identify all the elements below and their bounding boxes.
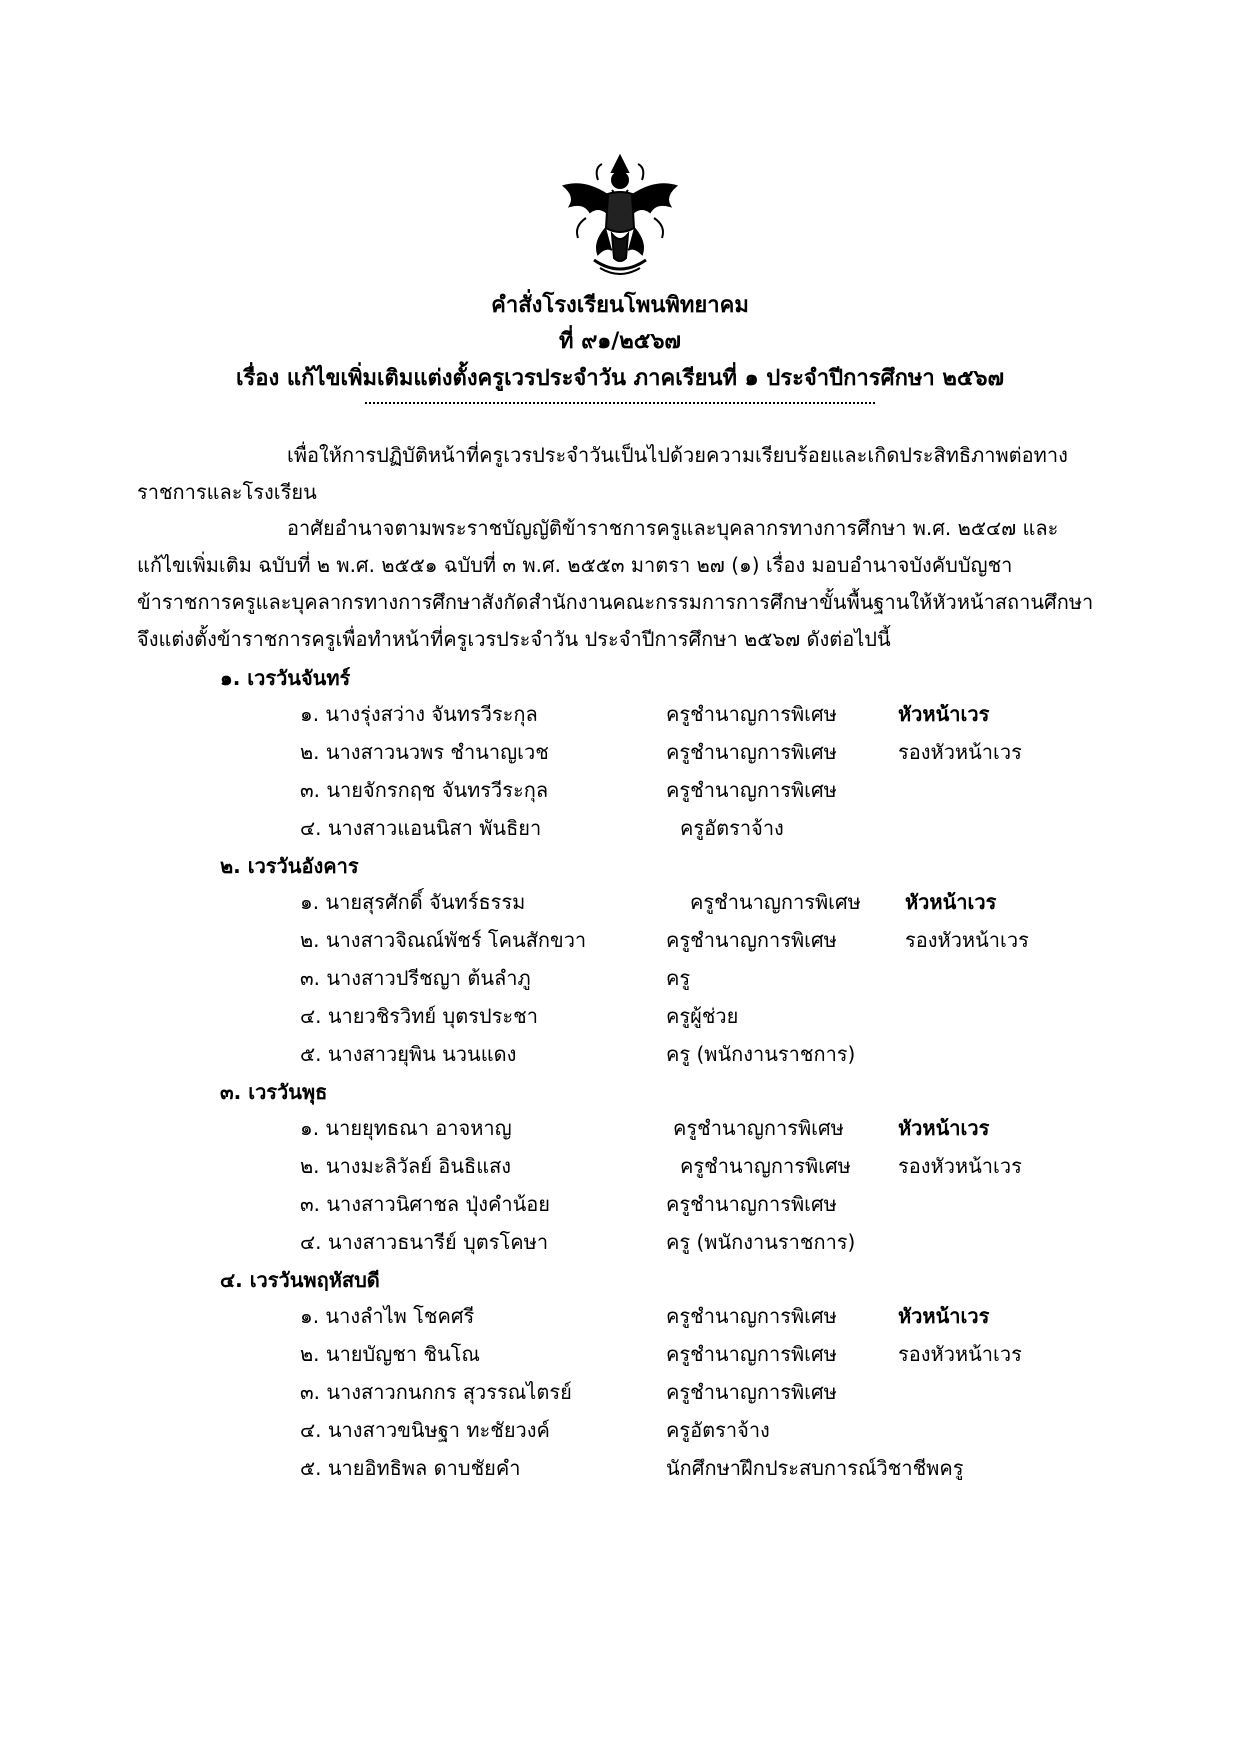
member-role: หัวหน้าเวร xyxy=(898,1304,990,1328)
member-role: รองหัวหน้าเวร xyxy=(898,1342,1022,1366)
list-item xyxy=(0,1112,1240,1148)
member-position: ครูชำนาญการพิเศษ xyxy=(666,778,837,802)
member-role: รองหัวหน้าเวร xyxy=(898,740,1022,764)
member-position: ครูอัตราจ้าง xyxy=(680,816,784,840)
dotted-separator xyxy=(365,402,875,404)
list-item xyxy=(0,1414,1240,1450)
list-item xyxy=(0,774,1240,810)
list-item xyxy=(0,1038,1240,1074)
document-number: ที่ ๙๑/๒๕๖๗ xyxy=(559,329,681,354)
member-name: ๓. นางสาวกนกกร สุวรรณไตรย์ xyxy=(300,1380,572,1404)
member-name: ๑. นายยุทธณา อาจหาญ xyxy=(300,1116,512,1140)
member-position: ครูชำนาญการพิเศษ xyxy=(690,890,861,914)
paragraph-authority-text: อาศัยอำนาจตามพระราชบัญญัติข้าราชการครูและบุคลากรทางการศึกษา พ.ศ. ๒๕๔๗ และแก้ไขเพิ่มเติม ฉบับที่ ๒ พ.ศ. ๒๕๕๑ ฉบับที่ ๓ พ.ศ. ๒๕๕๓ มาตรา ๒๗ (๑) เรื่อง มอบอำนาจบังคับบัญชาข้าราชการครูและบุคลากรทางการศึกษาสังกัดสำนักงานคณะกรรมการการศึกษาขั้นพื้นฐานให้หัวหน้าสถานศึกษา จึงแต่งตั้งข้าราชการครูเพื่อทำหน้าที่ครูเวรประจำวัน ประจำปีการศึกษา ๒๕๖๗ ดังต่อไปนี้ xyxy=(137,516,1094,651)
list-item xyxy=(0,1338,1240,1374)
member-position: ครูชำนาญการพิเศษ xyxy=(680,1154,851,1178)
document-subject: เรื่อง แก้ไขเพิ่มเติมแต่งตั้งครูเวรประจำวัน ภาคเรียนที่ ๑ ประจำปีการศึกษา ๒๕๖๗ xyxy=(235,366,1005,391)
member-role: หัวหน้าเวร xyxy=(898,702,990,726)
list-item xyxy=(0,1376,1240,1412)
list-item xyxy=(0,924,1240,960)
list-item xyxy=(0,812,1240,848)
member-position: ครูชำนาญการพิเศษ xyxy=(666,702,837,726)
member-position: นักศึกษาฝึกประสบการณ์วิชาชีพครู xyxy=(666,1456,964,1480)
list-item xyxy=(0,736,1240,772)
member-position: ครูชำนาญการพิเศษ xyxy=(666,740,837,764)
list-item xyxy=(0,1300,1240,1336)
member-position: ครูชำนาญการพิเศษ xyxy=(666,1192,837,1216)
member-name: ๒. นางสาวนวพร ชำนาญเวช xyxy=(300,740,549,764)
member-name: ๔. นางสาวธนารีย์ บุตรโคษา xyxy=(300,1230,549,1254)
member-position: ครูชำนาญการพิเศษ xyxy=(666,928,837,952)
member-role: หัวหน้าเวร xyxy=(905,890,997,914)
member-role: หัวหน้าเวร xyxy=(898,1116,990,1140)
section-title-monday: ๑. เวรวันจันทร์ xyxy=(220,666,351,690)
member-role: รองหัวหน้าเวร xyxy=(905,928,1029,952)
member-name: ๑. นางลำไพ โชคศรี xyxy=(300,1304,475,1328)
member-name: ๑. นางรุ่งสว่าง จันทรวีระกุล xyxy=(300,702,538,726)
member-position: ครูชำนาญการพิเศษ xyxy=(673,1116,844,1140)
member-name: ๓. นายจักรกฤช จันทรวีระกุล xyxy=(300,778,549,802)
section-title-wednesday: ๓. เวรวันพุธ xyxy=(220,1080,328,1104)
list-item xyxy=(0,1452,1240,1488)
section-title-tuesday: ๒. เวรวันอังคาร xyxy=(220,854,359,878)
member-name: ๔. นางสาวแอนนิสา พันธิยา xyxy=(300,816,542,840)
list-item xyxy=(0,962,1240,998)
list-item xyxy=(0,1188,1240,1224)
member-name: ๒. นางมะลิวัลย์ อินธิแสง xyxy=(300,1154,512,1178)
list-item xyxy=(0,1150,1240,1186)
member-position: ครู (พนักงานราชการ) xyxy=(666,1042,856,1066)
list-item xyxy=(0,886,1240,922)
document-title: คำสั่งโรงเรียนโพนพิทยาคม xyxy=(491,293,749,318)
member-name: ๒. นายบัญชา ชินโณ xyxy=(300,1342,480,1366)
member-name: ๓. นางสาวนิศาชล ปุ่งคำน้อย xyxy=(300,1192,550,1216)
member-role: รองหัวหน้าเวร xyxy=(898,1154,1022,1178)
member-name: ๔. นายวชิรวิทย์ บุตรประชา xyxy=(300,1004,538,1028)
member-name: ๔. นางสาวขนิษฐา ทะชัยวงค์ xyxy=(300,1418,550,1442)
member-position: ครูชำนาญการพิเศษ xyxy=(666,1342,837,1366)
list-item xyxy=(0,1226,1240,1262)
list-item xyxy=(0,1000,1240,1036)
member-position: ครูผู้ช่วย xyxy=(666,1004,739,1028)
member-position: ครูอัตราจ้าง xyxy=(666,1418,770,1442)
paragraph-authority xyxy=(137,510,1097,658)
member-name: ๒. นางสาวจิณณ์พัชร์ โคนสักขวา xyxy=(300,928,587,952)
member-position: ครู (พนักงานราชการ) xyxy=(666,1230,856,1254)
member-name: ๑. นายสุรศักดิ์ จันทร์ธรรม xyxy=(300,890,526,914)
paragraph-purpose xyxy=(137,437,1097,511)
member-position: ครู xyxy=(666,966,691,990)
member-position: ครูชำนาญการพิเศษ xyxy=(666,1304,837,1328)
list-item xyxy=(0,698,1240,734)
member-name: ๓. นางสาวปรีชญา ต้นลำภู xyxy=(300,966,531,990)
paragraph-purpose-text: เพื่อให้การปฏิบัติหน้าที่ครูเวรประจำวันเป็นไปด้วยความเรียบร้อยและเกิดประสิทธิภาพต่อทางราชการและโรงเรียน xyxy=(137,443,1068,504)
garuda-emblem-icon xyxy=(554,150,686,282)
member-name: ๕. นายอิทธิพล ดาบชัยคำ xyxy=(300,1456,521,1480)
section-title-thursday: ๔. เวรวันพฤหัสบดี xyxy=(220,1268,380,1292)
member-name: ๕. นางสาวยุพิน นวนแดง xyxy=(300,1042,517,1066)
member-position: ครูชำนาญการพิเศษ xyxy=(666,1380,837,1404)
